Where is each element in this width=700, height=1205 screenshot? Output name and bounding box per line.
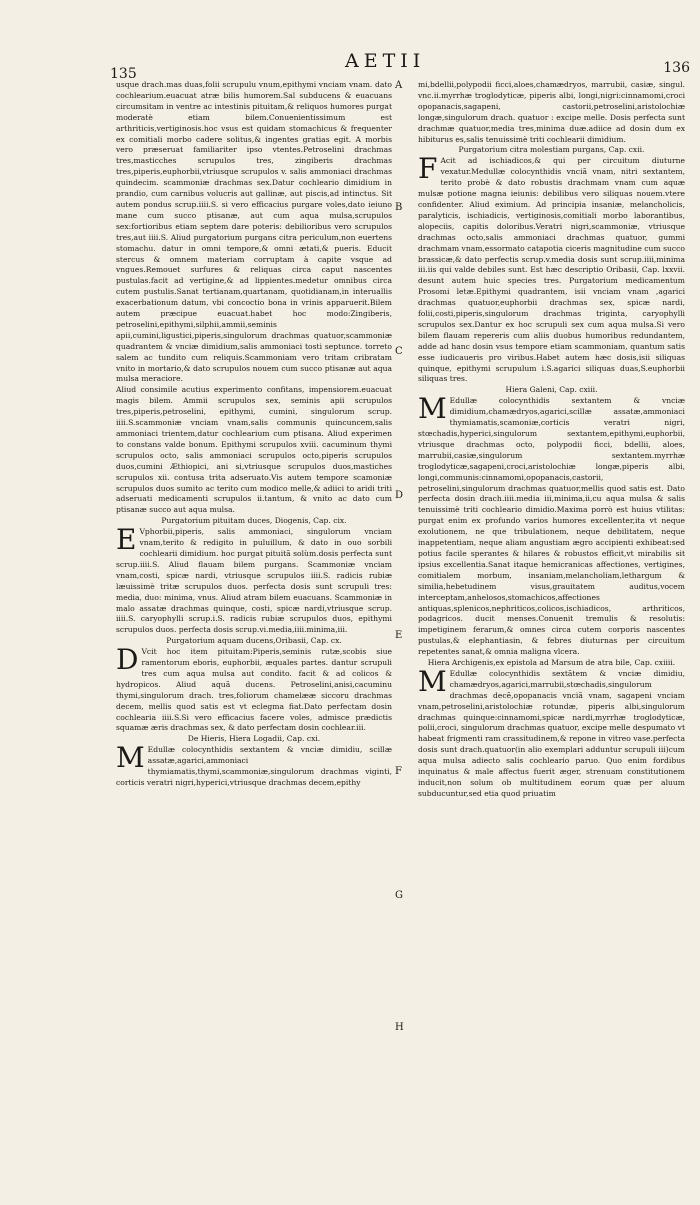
right-paragraph-4: Edullæ colocynthidis sextãtem & vnciæ dimidiu, chamædryos,agarici,marrubii,stœchadis,singulorum drachmas decẽ,opopanacis vnciã vnam, sagapeni vnciam vnam,petroselini,aristolochiæ rotundæ, piperis albi,singulorum drachmas quinque:cinnamomi,spicæ nardi,myrrhæ troglodyticæ, polii,croci, singulorum drachmas quatuor, excipe melle despumato vt habeat frigmenti ram crassitudinem,& repone in vitreo vase.perfecta dosis sunt drach.quatuor(in alio exemplari adduntur scrupuli iii)cum aqua mulsa adiecto salis cochleario paruo. Quo enim fordibus inquinatus & male affectus fuerit æger, strenuam constitutionem inducit,non solum ob multitudinem eorum quæ per aluum subducuntur,sed etia quod priuatim <box>418 668 685 798</box>
right-paragraph-3: Edullæ colocynthidis sextantem & vnciæ dimidium,chamædryos,agarici,scillæ assatæ,ammoniaci thymiamatis,scamoniæ,corticis veratri nigri, stœchadis,hyperici,singulorum sextantem,epithymi,euphorbii, vtriusque drachmas octo, polypodii ficci, bdellii, aloes, marrubii,casiæ,singulorum sextantem.myrrhæ troglodyticæ,sagapeni,croci,aristolochiæ longæ,piperis albi, longi,communis:cinnamomi,opopanacis,castorii, petroselini,singulorum drachmas quatuor,mellis quod satis est. Dato perfecta dosin drach.iiii.media iii,minima,ii,cu aqua mulsa & salis tenuissimè triti cochleario dimidio.Maxima porrò est huius vtilitas: purgat enim ex profundo varios humores excellenter,ita vt neque exolutionem, ne que tribulationem, neque debilitatem, neque inappetentiam, neque aliam angustiam ægro accipienti exhibeat:sed potius facile sperantes & hilares & robustos efficit,vt mirabilis sit ipsius excellentia.Sanat itaque hemicranicas affectiones, vertigines, comitialem morbum, insaniam,melancholiam,lethargum & similia,hebetudinem visus,grauitatem auditus,vocem interceptam,anhelosos,stomachicos,affectiones antiquas,splenicos,nephriticos,colicos,ischiadicos, arthriticos, podagricos. ducit menses.Conuenit tremulis & resolutis: impetiginem ferarum,& omnes circa cutem corporis nascentes pustulas,& elephantiasin, & febres diuturnas per circuitum repetentes sanat,& omnia maligna vlcera. <box>418 396 685 657</box>
drop-initial-f: F <box>418 152 438 186</box>
right-paragraph-2-wrap <box>418 152 685 385</box>
right-paragraph-1: mi,bdellii,polypodii ficci,aloes,chamædryos, marrubii, casiæ, singul. vnc.ii.myrrhæ troglodyticæ, piperis albi, longi,nigri:cinnamomi,croci opopanacis,sagapeni, castorii,petroselini,aristolochiæ longæ,singulorum drach. quatuor : excipe melle. Dosis perfecta sunt drachmæ quatuor,media tres,minima duæ.adiice ad dosin dum ex hibiturus es,salis tenuissimè triti cochlearii dimidium. <box>418 80 685 144</box>
right-paragraph-4-wrap <box>418 664 685 800</box>
left-paragraph-2: Aliud consimile acutius experimento confitans, impensiorem.euacuat magis bilem. Ammii scrupulos sex, seminis apii scrupulos tres,piperis,petroselini, epithymi, cumini, singulorum scrup. iiii.S.scammoniæ vnciam vnam,salis communis quincuncem,salis ammoniaci trientem,datur cochlearium cum ptisana. Aliud experimen to constans valde bonum. Epithymi scrupulos xviii. cacuminum thymi scrupulos octo, salis ammoniaci scrupulos octo,piperis scrupulos duos,cumini Æthiopici, ani si,vtriusque scrupulos duos,mastiches scrupulos xii. contusa trita adseruato.Vis autem tempore scamoniæ scrupulos duos sumito ac terito cum modico melle,& adiici to aridi triti adseruati medicamenti scrupulos ii.tantum, & vnito ac dato cum ptisanæ succo aut aqua mulsa. <box>116 385 392 515</box>
margin-letter-a: A <box>395 80 403 91</box>
chapter-heading-cxii: Purgatorium citra molestiam purgans, Cap. cxii. <box>458 145 645 155</box>
left-paragraph-3: Vphorbii,piperis, salis ammoniaci, singulorum vnciam vnam,terito & redigito in puluillum, & dato in ouo sorbili cochlearii dimidium. hoc purgat pituitã solùm.dosis perfecta sunt scrup.iiii.S. Aliud flauam bilem purgans. Scammoniæ vnciam vnam,costi, spicæ nardi, vtriusque scrupulos iiii.S. radicis rubiæ læuissimè tritæ scrupulos duos. perfecta dosis sunt scrupuli tres: media, duo: minima, vnus. Aliud atram bilem euacuans. Scammoniæ in malo assatæ drachmas quinque, costi, spicæ nardi,vtriusque scrup. iiii.S. caryophylli scrup.i.S. radicis rubiæ scrupulos duos, epithymi scrupulos duos. perfecta dosis scrup.vi.media,iiii.minima,iii. <box>116 527 392 635</box>
page-header <box>110 50 690 84</box>
chapter-heading-cix: Purgatorium pituitam duces, Diogenis, Cap. cix. <box>161 516 347 526</box>
left-paragraph-1: usque drach.mas duas,folii scrupulu vnum,epithymi vnciam vnam. dato cochlearium.euacuat atræ bilis humorem.Sal subducens & euacuans circumsitam in ventre ac intestinis pituitam,& reliquos humores purgat moderatè etiam bilem.Conuenientissimum est arthriticis,vertiginosis.hoc vsus est quidam stomachicus & frequenter ex comitiali morbo cadere solitus,& ingentes gratias egit. A morbis vero præseruat familiariter ipso vtentes.Petroselini drachmas tres,masticches scrupulos tres, zingiberis drachmas tres,piperis,euphorbii,vtriusque scrupulos v. salis ammoniaci drachmas quindecim. scammoniæ drachmas sex.Datur cochleario dimidium in prandio, cum carnibus volucris aut gallinæ, aut piscis,ad intinctus. Sit autem pondus scrup.iiii.S. si vero efficacius purgare voles,dato ieiuno mane cum succo ptisanæ, aut cum aqua mulsa,scrupulos sex:fortioribus etiam septem dare poteris: debilioribus vero scrupulos tres,aut iiii.S. Aliud purgatorium purgans citra periculum,non euertens stomachu. datur in omni tempore,& omni ætati,& pueris. Educit stercus & omnem materiam corruptam à capite vsque ad vngues.Remouet surfures & reliquas circa caput nascentes pustulas.facit ad vertigine,& ad lippientes.medetur omnibus circa cutem pustulis.Sanat tertianam,quartanam, quotidianam,in interuallis exacerbationum datum, vbi concoctio bona in vrinis apparuerit.Bilem autem præcipue euacuat.habet hoc modo:Zingiberis, petroselini,epithymi,silphii,ammii,seminis apii,cumini,ligustici,piperis,singulorum drachmas quatuor,scammoniæ quadrantem & vnciæ dimidium,salis ammoniaci tosti septunce. torreto salem ac tundito cum reliquis.Scammoniam vero tritam cribratam vnito in mortario,& dato scrupulos nouem cum succo ptisanæ aut aqua mulsa meraciore. <box>116 80 392 384</box>
left-paragraph-3-wrap <box>116 523 392 636</box>
left-page-number: 135 <box>110 66 137 82</box>
chapter-heading-cxiiii: Hiera Archigenis,ex epistola ad Marsum de atra bile, Cap. cxiiii. <box>427 658 676 668</box>
drop-initial-d: D <box>116 643 139 677</box>
left-paragraph-5: Edullæ colocynthidis sextantem & vnciæ dimidiu, scillæ assatæ,agarici,ammoniaci thymiamatis,thymi,scammoniæ,singulorum drachmas viginti, corticis veratri nigri,hyperici,vtriusque drachmas decem,epithy <box>116 745 392 787</box>
right-page-number: 136 <box>663 60 690 76</box>
margin-letter-b: B <box>395 202 403 213</box>
margin-letter-d: D <box>395 490 404 501</box>
margin-letter-g: G <box>395 890 403 901</box>
chapter-heading-cx: Purgatorium aquam ducens,Oribasii, Cap. cx. <box>166 636 342 646</box>
chapter-heading-cxi: De Hieris, Hiera Logadii, Cap. cxi. <box>187 734 321 744</box>
chapter-heading-cxiii: Hiera Galeni, Cap. cxiii. <box>505 385 598 395</box>
margin-letter-c: C <box>395 346 403 357</box>
gutter-margin <box>395 80 415 1190</box>
drop-initial-e: E <box>116 523 137 557</box>
left-paragraph-4-wrap <box>116 643 392 734</box>
drop-initial-m-2: M <box>418 392 447 426</box>
drop-initial-m: M <box>116 741 145 775</box>
left-paragraph-5-wrap <box>116 741 392 789</box>
drop-initial-m-3: M <box>418 664 447 698</box>
margin-letter-f: F <box>395 766 402 777</box>
margin-letter-e: E <box>395 630 403 641</box>
right-column <box>418 80 685 1190</box>
margin-letter-h: H <box>395 1022 404 1033</box>
running-title: AETII <box>345 50 426 72</box>
left-paragraph-4: Vcit hoc item pituitam:Piperis,seminis rutæ,scobis siue ramentorum eboris, euphorbii, æquales partes. dantur scrupuli tres cum aqua mulsa aut condito. facit & ad colicos & hydropicos. Aliud aquã ducens. Petroselini,anisi,cacuminu thymi,singulorum drach. tres,foliorum chamelææ siccoru drachmas decem, mellis quod satis est vt eclegma fiat.Dato perfectam dosin cochlearia iiii.S.Si vero efficacius facere voles, admisce prædictis squamæ æris drachmas sex, & dato perfectam dosin cochlear.iii. <box>116 647 392 733</box>
right-paragraph-3-wrap <box>418 392 685 658</box>
left-column <box>116 80 392 1190</box>
right-paragraph-2: Acit ad ischiadicos,& qui per circuitum diuturne vexatur.Medullæ colocynthidis vnciã vnam, nitri sextantem, terito probè & dato robustis drachmam vnam cum aquæ mulsæ potione magna ieiunis: debilibus vero siliquas nouem.vtere confidenter. Aliud eximium. Ad principia insaniæ, melancholicis, paralyticis, ischiadicis, vertiginosis,comitiali morbo laborantibus, alopeciis, capitis doloribus.Veratri nigri,scammoniæ, vtriusque drachmas octo,salis ammoniaci drachmas quatuor, gummi drachmam vnam,essormato catapotia ciceris magnitudine cum succo brassicæ,& dato perfectis scrup.v.media dosis sunt scrup.iiii,minima iii.iis qui valde debiles sunt. Est hæc descriptio Oribasii, Cap. lxxvii. desunt autem huic species tres. Purgatorium medicamentum Prosomi letæ.Epithymi quadrantem, isii vnciam vnam ,agarici drachmas quatuor,euphorbii drachmas sex, spicæ nardi, folii,costi,piperis,singulorum drachmas triginta, caryophylli scrupulos sex.Dantur ex hoc scrupuli sex cum aqua mulsa.Si vero bilem flauam repereris cum aliis duobus humoribus redundantem, adde ad hanc dosin vsus tempore etiam scammoniam, quantum satis esse iudicaueris pro viribus.Habet autem hæc dosis,isii siliquas quinque, epithymi scrupulum i.S.agarici siliquas duas,S.euphorbii siliquas tres. <box>418 156 685 384</box>
